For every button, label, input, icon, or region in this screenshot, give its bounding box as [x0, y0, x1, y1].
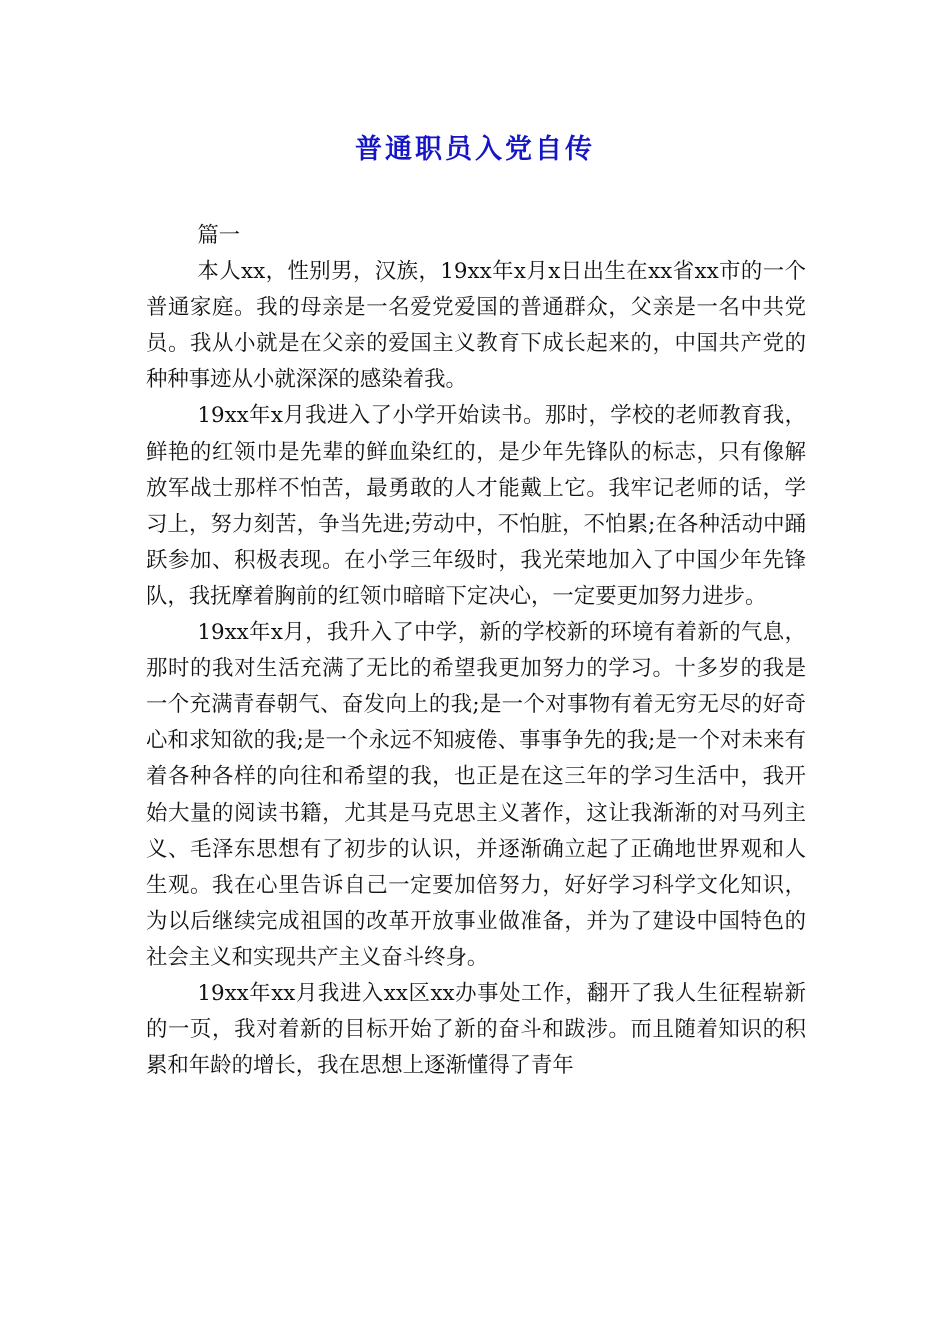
paragraph-3: 19xx年x月，我升入了中学，新的学校新的环境有着新的气息，那时的我对生活充满了无比的希望我更加努力的学习。十多岁的我是一个充满青春朝气、奋发向上的我;是一个对事物有着无穷无尽的好奇心和求知欲的我;是一个永远不知疲倦、事事争先的我;是一个对未来有着各种各样的向往和希望的我，也正是在这三年的学习生活中，我开始大量的阅读书籍，尤其是马克思主义著作，这让我渐渐的对马列主义、毛泽东思想有了初步的认识，并逐渐确立起了正确地世界观和人生观。我在心里告诉自己一定要加倍努力，好好学习科学文化知识，为以后继续完成祖国的改革开放事业做准备，并为了建设中国特色的社会主义和实现共产主义奋斗终身。	[146, 620, 806, 970]
section-heading: 篇一	[197, 223, 241, 248]
paragraph-1: 本人xx，性别男，汉族，19xx年x月x日出生在xx省xx市的一个普通家庭。我的母亲是一名爱党爱国的普通群众，父亲是一名中共党员。我从小就是在父亲的爱国主义教育下成长起来的，中国共产党的种种事迹从小就深深的感染着我。	[146, 259, 806, 393]
document-body	[146, 218, 806, 1084]
paragraph-4: 19xx年xx月我进入xx区xx办事处工作，翻开了我人生征程崭新的一页，我对着新的目标开始了新的奋斗和跋涉。而且随着知识的积累和年龄的增长，我在思想上逐渐懂得了青年	[146, 980, 806, 1079]
paragraph-2: 19xx年x月我进入了小学开始读书。那时，学校的老师教育我，鲜艳的红领巾是先辈的鲜血染红的，是少年先锋队的标志，只有像解放军战士那样不怕苦，最勇敢的人才能戴上它。我牢记老师的话，学习上，努力刻苦，争当先进;劳动中，不怕脏，不怕累;在各种活动中踊跃参加、积极表现。在小学三年级时，我光荣地加入了中国少年先锋队，我抚摩着胸前的红领巾暗暗下定决心，一定要更加努力进步。	[146, 403, 806, 609]
document-title: 普通职员入党自传	[355, 134, 595, 165]
